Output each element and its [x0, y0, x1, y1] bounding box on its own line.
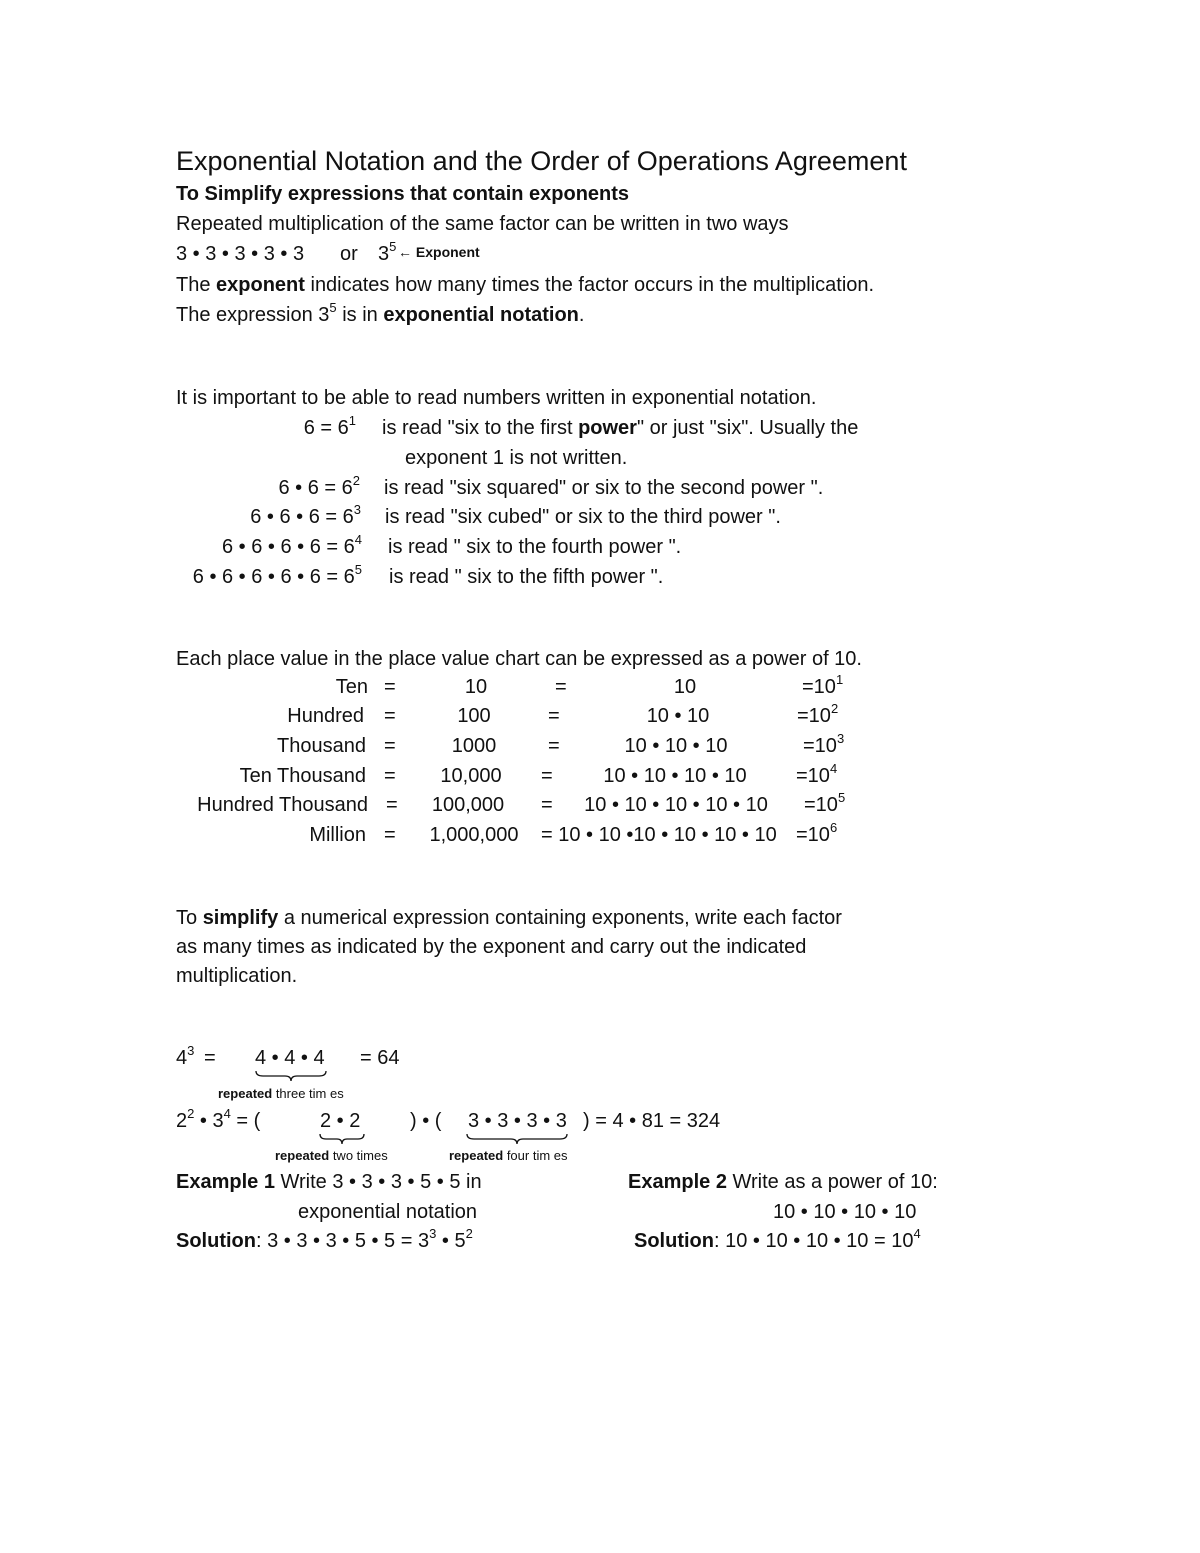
place-name: Hundred [287, 705, 364, 727]
place-number: 1000 [451, 735, 497, 757]
repeated-two-times-note: repeated two times [275, 1148, 388, 1163]
reading-lhs: 6 • $6 = 6^2$ [278, 473, 360, 499]
page-title: Exponential Notation and the Order of Operations Agreement [176, 146, 907, 176]
place-number: 100,000 [431, 794, 505, 816]
exponent-arrow-label: ← Exponent [398, 244, 480, 260]
equals: = [555, 676, 567, 698]
place-power: $=10^4$ [796, 761, 838, 787]
example-2-cont: 10 • 10 • 10 • 10 [773, 1201, 917, 1223]
place-power: $=10^5$ [804, 790, 846, 816]
place-name: Million [309, 824, 366, 846]
place-value-intro: Each place value in the place value chart can be expressed as a power of 10. [176, 648, 862, 670]
factors-3: 3 • 3 • 3 • 3 [468, 1110, 567, 1132]
repeated-four-times-note: repeated four tim es [449, 1148, 568, 1163]
reading-lhs: 6 • 6 • 6 • $6 = 6^4$ [222, 532, 362, 558]
equals: = [384, 765, 396, 787]
place-number: 10,000 [440, 765, 502, 787]
place-name: Ten [335, 676, 368, 698]
equals: = [541, 794, 553, 816]
repeated-three-times-note: repeated three tim es [218, 1086, 344, 1101]
place-product: = 10 • 10 •10 • 10 • 10 • 10 [541, 824, 777, 846]
equals: = [386, 794, 398, 816]
place-name: Ten Thousand [239, 765, 366, 787]
result-324: ) = 4 • 81 = 324 [583, 1110, 721, 1132]
reading-text: is read " six to the fourth power ". [388, 536, 682, 558]
example-1-cont: exponential notation [298, 1201, 478, 1223]
example-2: Example 2 Write as a power of 10: [628, 1171, 938, 1193]
underbrace [319, 1133, 365, 1145]
equals: = [384, 705, 396, 727]
factors-2: 2 • 2 [320, 1110, 361, 1132]
or-word: or [340, 243, 358, 265]
reading-lhs: 6 • 6 • $6 = 6^3$ [250, 502, 361, 528]
product-3-5: 3 • 3 • 3 • 3 • 3 [176, 243, 305, 265]
factors-4: 4 • 4 • 4 [255, 1047, 325, 1069]
underbrace [466, 1133, 568, 1145]
underbrace [255, 1070, 327, 1082]
exponent-definition: The exponent indicates how many times the factor occurs in the multiplication. [176, 274, 875, 296]
place-product: 10 • 10 • 10 [624, 735, 728, 757]
subtitle: To Simplify expressions that contain exponents [176, 183, 630, 205]
equals: = [384, 676, 396, 698]
equals: = [384, 824, 396, 846]
equals: = [541, 765, 553, 787]
example-2-solution: Solution: 10 • 10 • 10 • $10 = 10^4$ [634, 1226, 921, 1252]
place-name: Thousand [277, 735, 366, 757]
simplify-line-1: To simplify a numerical expression containing exponents, write each factor [176, 907, 842, 929]
exponential-form: $3^5$ [378, 239, 397, 265]
simplify-line-2: as many times as indicated by the exponent and carry out the indicated [176, 936, 807, 958]
reading-intro: It is important to be able to read numbers written in exponential notation. [176, 387, 817, 409]
result-64: = 64 [360, 1047, 400, 1069]
place-product: 10 • 10 • 10 • 10 • 10 [584, 794, 768, 816]
equals: = [204, 1047, 216, 1069]
exponential-notation-sentence: The expression $3^5$ is in exponential notation. [176, 300, 585, 326]
place-number: 100 [457, 705, 491, 727]
reading-text: is read "six to the first power" or just "six". Usually the [382, 417, 859, 439]
simplify-line-3: multiplication. [176, 965, 298, 987]
place-power: $=10^6$ [796, 820, 838, 846]
place-number: 10 [464, 676, 488, 698]
place-power: $=10^1$ [802, 672, 844, 698]
reading-text: is read "six squared" or six to the second power ". [384, 477, 824, 499]
reading-text-cont: exponent 1 is not written. [405, 447, 628, 469]
place-product: 10 • 10 • 10 • 10 [603, 765, 747, 787]
reading-text: is read " six to the fifth power ". [389, 566, 664, 588]
paren-join: ) • ( [410, 1110, 442, 1132]
place-product: 10 [673, 676, 697, 698]
equals: = [548, 705, 560, 727]
place-product: 10 • 10 [646, 705, 710, 727]
intro-line: Repeated multiplication of the same factor can be written in two ways [176, 213, 789, 235]
place-number: 1,000,000 [429, 824, 519, 846]
place-power: $=10^3$ [803, 731, 845, 757]
place-power: $=10^2$ [797, 701, 839, 727]
example-4-cubed: $4^3$ [176, 1043, 195, 1069]
reading-lhs: $6 = 6^1$ [303, 413, 356, 439]
example-1: Example 1 Write 3 • 3 • 3 • 5 • 5 in [176, 1171, 482, 1193]
equals: = [384, 735, 396, 757]
reading-text: is read "six cubed" or six to the third power ". [385, 506, 781, 528]
expression-lhs: $2^2$ • $3^4$ = ( [176, 1106, 261, 1132]
equals: = [548, 735, 560, 757]
place-name: Hundred Thousand [197, 794, 368, 816]
reading-lhs: 6 • 6 • 6 • 6 • $6 = 6^5$ [192, 562, 362, 588]
example-1-solution: Solution: 3 • 3 • 3 • 5 • $5 = 3^3$ • $5^2$ [176, 1226, 473, 1252]
